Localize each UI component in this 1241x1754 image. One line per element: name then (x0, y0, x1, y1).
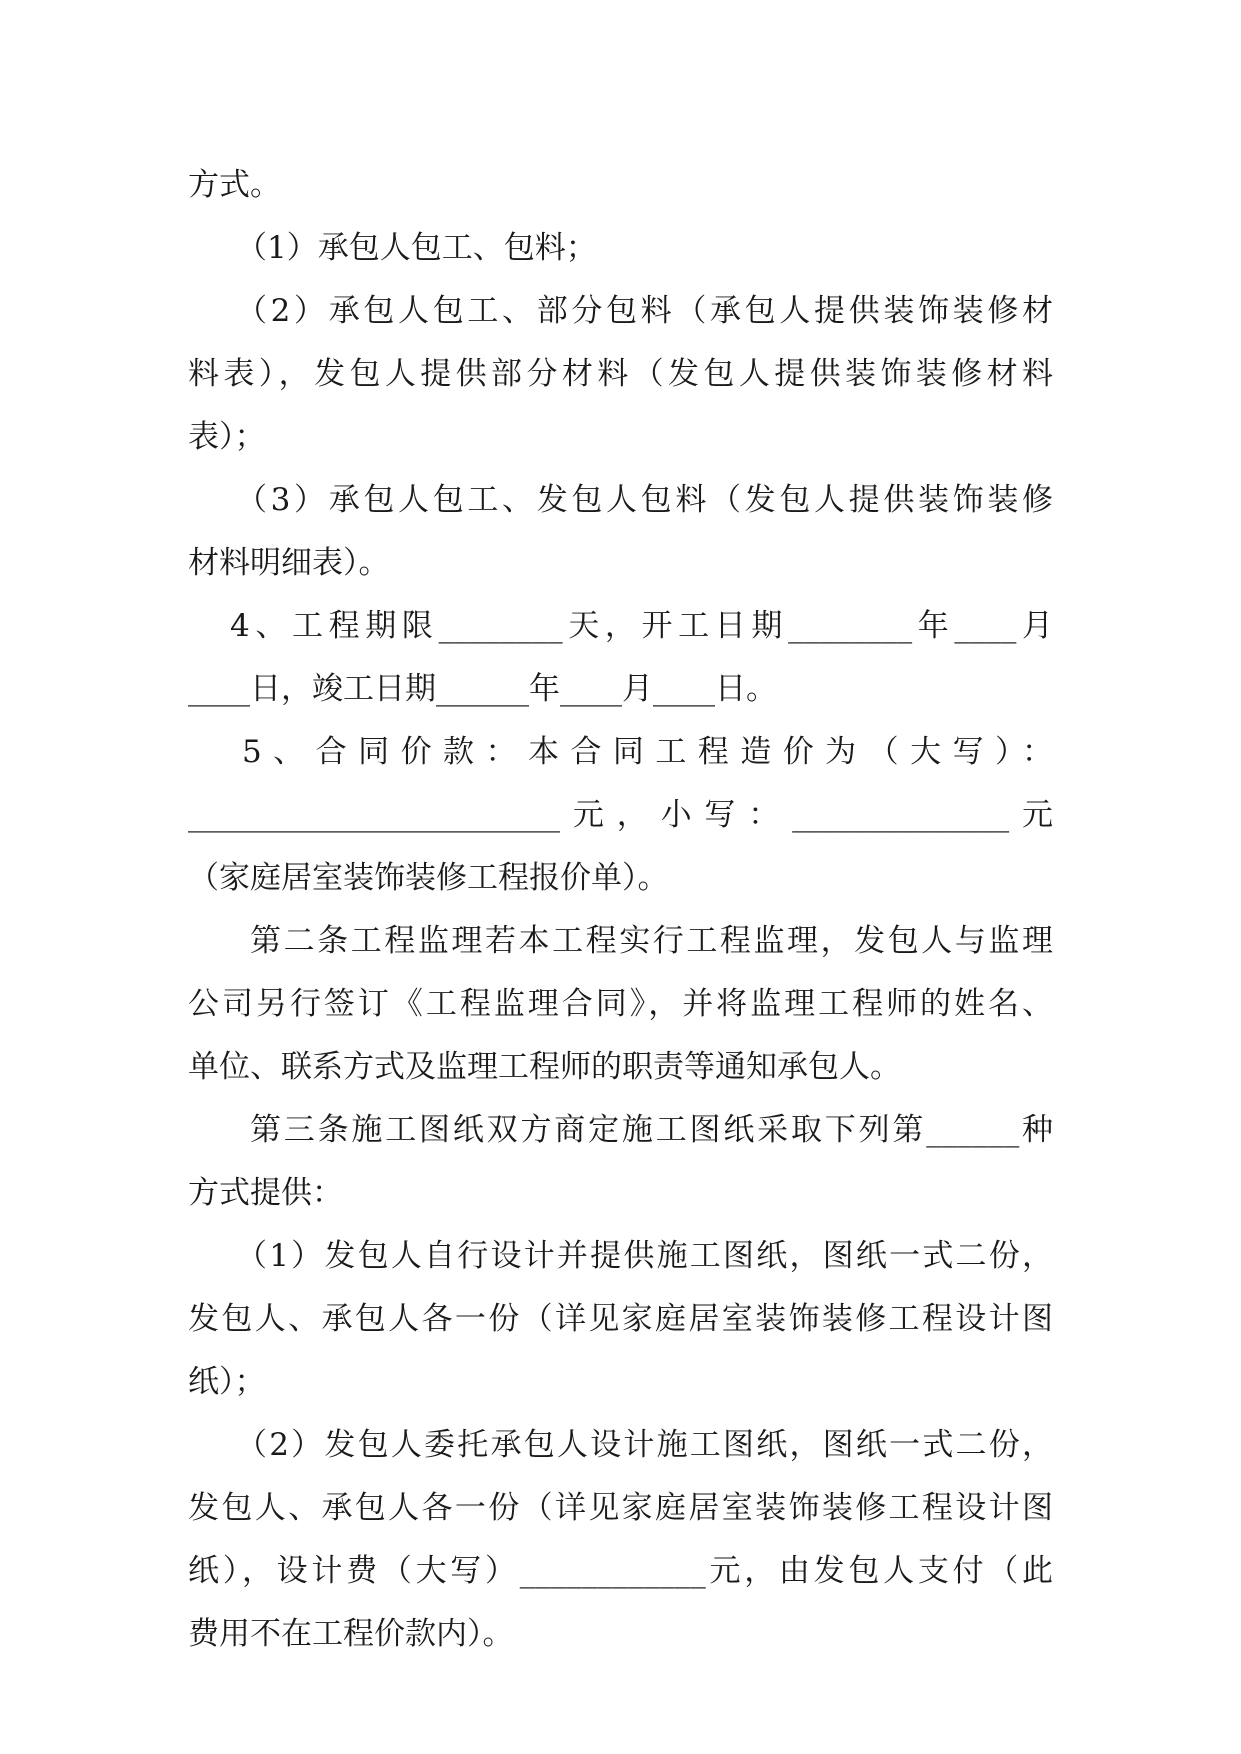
text-line: 纸），设计费（大写）____________元，由发包人支付（此 (188, 1553, 1053, 1589)
text-line: 表）； (188, 419, 266, 455)
text-line: （家庭居室装饰装修工程报价单）。 (188, 860, 669, 896)
text-line: 材料明细表）。 (188, 545, 390, 581)
text-line: （3）承包人包工、发包人包料（发包人提供装饰装修 (236, 482, 1053, 518)
text-line: 单位、联系方式及监理工程师的职责等通知承包人。 (188, 1049, 901, 1085)
text-line: 料表），发包人提供部分材料（发包人提供装饰装修材料 (188, 356, 1053, 392)
text-line: （2）发包人委托承包人设计施工图纸，图纸一式二份， (236, 1427, 1053, 1463)
text-line: （1）承包人包工、包料； (236, 230, 597, 266)
text-line: 发包人、承包人各一份（详见家庭居室装饰装修工程设计图 (188, 1301, 1053, 1337)
text-line: ____日，竣工日期______年____月____日。 (188, 671, 777, 707)
text-line: 第三条施工图纸双方商定施工图纸采取下列第______种 (250, 1112, 1053, 1148)
text-line: 费用不在工程价款内）。 (188, 1616, 514, 1652)
text-line: ________________________元，小写：______________元 (188, 797, 1053, 833)
text-line: 第二条工程监理若本工程实行工程监理，发包人与监理 (250, 923, 1053, 959)
text-line: 发包人、承包人各一份（详见家庭居室装饰装修工程设计图 (188, 1490, 1053, 1526)
text-line: 方式。 (188, 167, 281, 203)
text-line: 纸）； (188, 1364, 266, 1400)
text-line: 4、工程期限________天，开工日期________年____月 (230, 608, 1053, 644)
text-line: （2）承包人包工、部分包料（承包人提供装饰装修材 (236, 293, 1053, 329)
text-line: （1）发包人自行设计并提供施工图纸，图纸一式二份， (236, 1238, 1053, 1274)
document-page (188, 154, 1053, 1666)
text-line: 方式提供： (188, 1175, 343, 1211)
text-line: 公司另行签订《工程监理合同》，并将监理工程师的姓名、 (188, 986, 1053, 1022)
text-line: 5、合同价款：本合同工程造价为（大写）： (242, 734, 1053, 770)
